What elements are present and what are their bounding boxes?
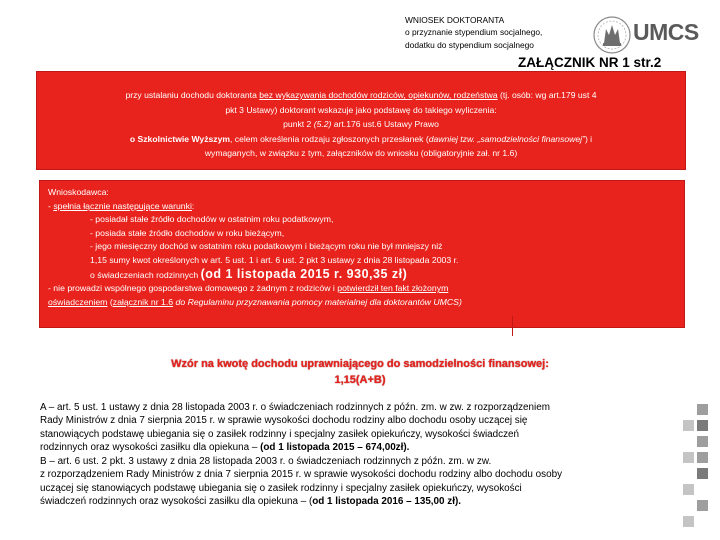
deco-square [683, 484, 694, 495]
deco-square [697, 436, 708, 447]
condition-3-cont: 1,15 sumy kwot określonych w art. 5 ust. 1 i art. 6 ust. 2 pkt 3 ustawy z dnia 28 listopada 2003 r. [90, 254, 459, 265]
bold-text: od 1 listopada 2016 – 135,00 zł). [312, 496, 461, 508]
box1-line-5: wymaganych, w związku z tym, załączników do wniosku (obligatoryjnie zał. nr 1.6) [204, 148, 518, 159]
definitions-text [40, 401, 673, 509]
text: : [191, 200, 195, 211]
condition-1: - posiadał stałe źródło dochodów w ostatnim roku podatkowym, [90, 214, 334, 225]
condition-3: - jego miesięczny dochód w ostatnim roku podatkowym i bieżącym roku nie był mniejszy niż [90, 241, 443, 252]
text: ( [107, 296, 113, 307]
def-b-line-4 [40, 495, 673, 508]
deco-square [697, 500, 708, 511]
box1-line-2: pkt 3 Ustawy) doktorant wskazuje jako podstawę do takiego wyliczenia: [225, 104, 497, 115]
header-line-2: o przyznanie stypendium socjalnego, [405, 27, 543, 38]
italic-text: do Regulaminu przyznawania pomocy materialnej dla doktorantów UMCS) [173, 296, 462, 307]
header-line-1: WNIOSEK DOKTORANTA [405, 15, 505, 25]
formula-expression: 1,15(A+B) [334, 374, 386, 386]
annex-title: ZAŁĄCZNIK NR 1 str.2 [518, 55, 662, 70]
deco-square [697, 404, 708, 415]
underlined-text: spełnia łącznie następujące warunki [53, 200, 192, 211]
underlined-text: potwierdził ten fakt złożonym [337, 283, 449, 294]
bold-text: o Szkolnictwie Wyższym [129, 133, 231, 144]
italic-text: dawniej tzw. „samodzielności finansowej” [428, 133, 585, 144]
deco-square [697, 420, 708, 431]
text: o świadczeniach rodzinnych [90, 269, 201, 280]
text: świadczeń rodzinnych oraz wysokości zasiłku dla opiekuna – ( [40, 496, 313, 508]
underlined-text: oświadczeniem [48, 296, 108, 307]
italic-text: (5.2) [313, 119, 332, 130]
condition-2: - posiada stałe źródło dochodów w roku bieżącym, [90, 227, 285, 238]
umcs-logo: UMCS [633, 19, 699, 45]
def-b-line-3: uczącej się stanowiących podstawę ubiegania się o zasiłek rodzinny i specjalny zasiłek opiekuńczy, wysokości [40, 482, 522, 494]
income-basis-box [36, 71, 686, 170]
text: (tj. osób: wg art.179 ust 4 [497, 90, 597, 100]
amount-threshold: (od 1 listopada 2015 r. 930,35 zł) [200, 266, 408, 281]
underlined-text: załącznik nr 1.6 [112, 296, 174, 307]
def-a-line-4 [40, 441, 673, 454]
def-b-line-2: z rozporządzeniem Rady Ministrów z dnia 7 sierpnia 2015 r. w sprawie wysokości dochodu rodziny albo dochodu osoby [40, 469, 562, 481]
box1-line-1 [37, 88, 685, 103]
box1-line-4 [37, 132, 685, 147]
formula-title: Wzór na kwotę dochodu uprawniającego do samodzielności finansowej: [171, 358, 549, 370]
box2-line-9 [48, 296, 684, 310]
text: - nie prowadzi wspólnego gospodarstwa domowego z żadnym z rodziców i [48, 283, 338, 294]
def-a-line-2: Rady Ministrów z dnia 7 sierpnia 2015 r. w sprawie wysokości dochodu rodziny albo dochodu osoby uczącej się [40, 415, 528, 427]
text: rodzinnych oraz wysokości zasiłku dla opiekuna – [40, 442, 261, 454]
text: - [48, 200, 54, 211]
text: ) i [584, 133, 593, 144]
formula-block [0, 356, 720, 388]
document-header [405, 14, 605, 51]
deco-square [683, 420, 694, 431]
umcs-crest-icon [592, 15, 632, 55]
def-a-line-1: A – art. 5 ust. 1 ustawy z dnia 28 listopada 2003 r. o świadczeniach rodzinnych z późn. zm. w zw. z rozporządzeniem [40, 402, 550, 413]
applicant-conditions-box [39, 180, 685, 328]
deco-square [683, 516, 694, 527]
text: przy ustalaniu dochodu doktoranta [125, 90, 260, 100]
text: , celem określenia rodzaju zgłoszonych przesłanek ( [230, 133, 429, 144]
deco-square [683, 452, 694, 463]
header-line-3: dodatku do stypendium socjalnego [405, 39, 534, 50]
condition-3-amount [48, 268, 684, 283]
deco-square [697, 468, 708, 479]
underlined-text: bez wykazywania dochodów rodziców, opiekunów, rodzeństwa [259, 90, 498, 100]
deco-square [697, 452, 708, 463]
def-a-line-3: stanowiących podstawę ubiegania się o zasiłek rodzinny i specjalny zasiłek opiekuńczy, wysokości świadczeń [40, 428, 519, 440]
connector-line [512, 316, 513, 336]
def-b-line-1: B – art. 6 ust. 2 pkt. 3 ustawy z dnia 28 listopada 2003 r. o świadczeniach rodzinnych z późn. zm. w zw. [40, 455, 492, 467]
text: punkt 2 [283, 119, 314, 130]
box2-line-2 [48, 200, 684, 214]
bold-text: (od 1 listopada 2015 – 674,00zł). [260, 442, 410, 454]
box2-line-8 [48, 282, 684, 296]
text: art.176 ust.6 Ustawy Prawo [331, 119, 439, 130]
box2-heading: Wnioskodawca: [48, 187, 109, 197]
box1-line-3 [37, 117, 685, 132]
